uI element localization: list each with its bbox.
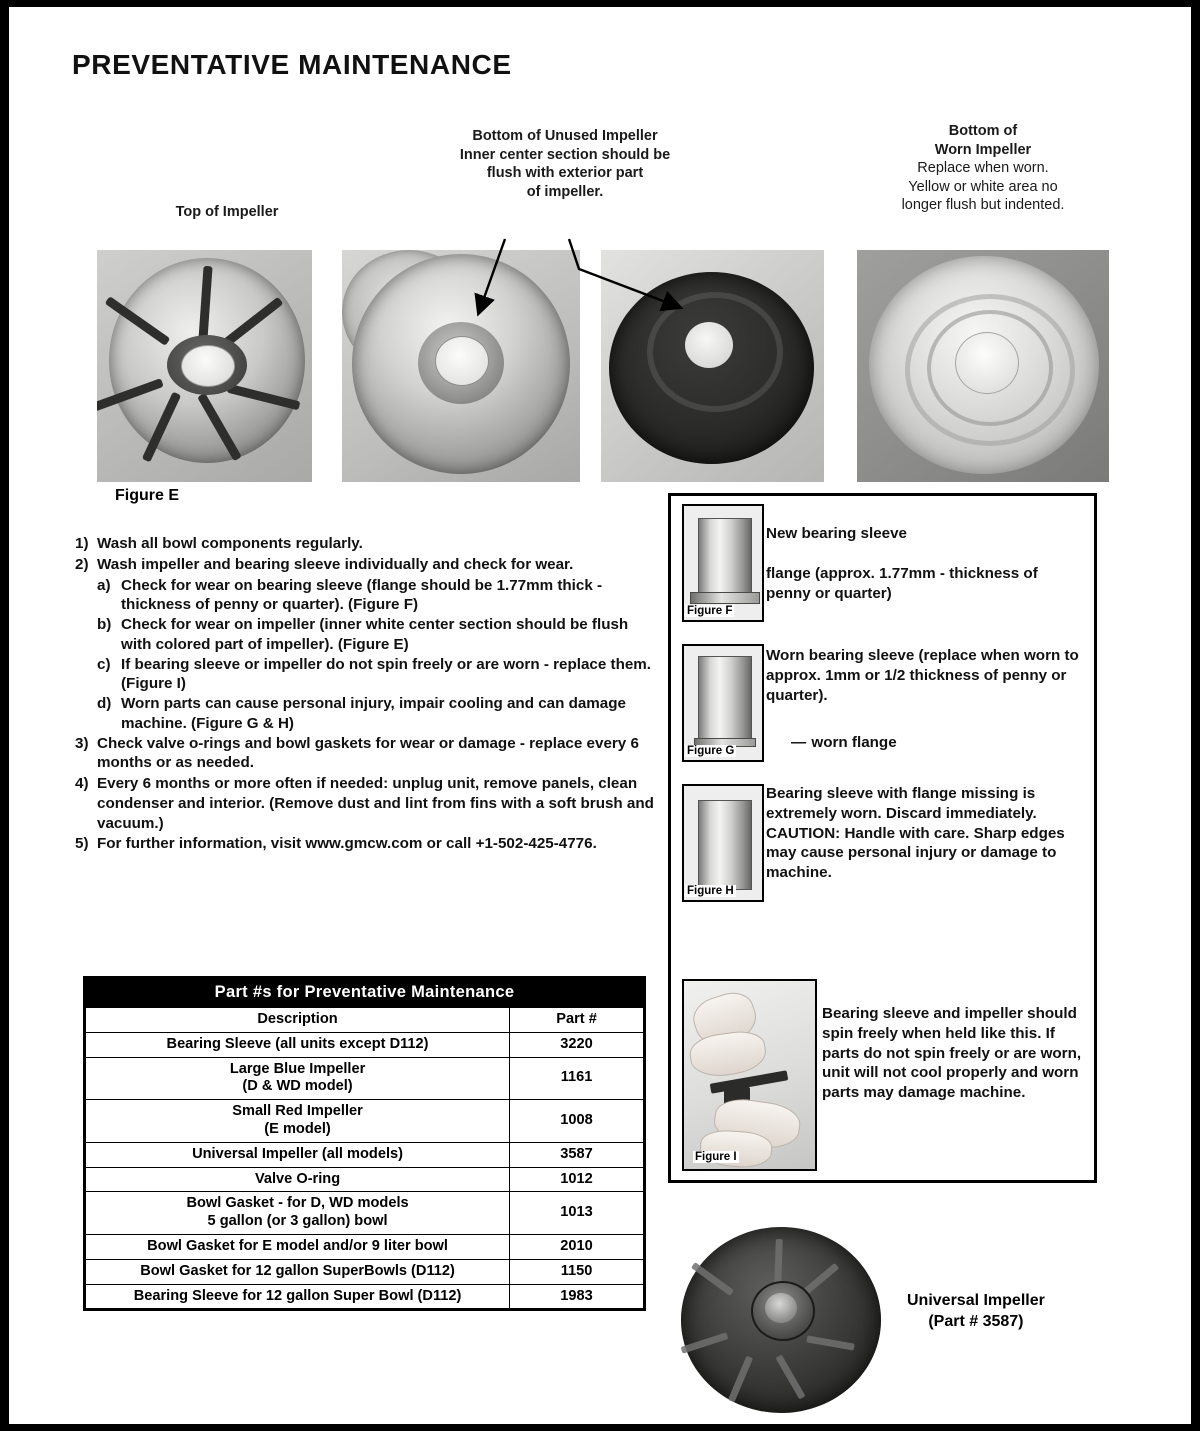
figure-i-label: Figure I: [695, 1151, 737, 1163]
list-item: [75, 534, 655, 554]
cell-line: Bowl Gasket - for D, WD models: [186, 1195, 409, 1212]
page-title: PREVENTATIVE MAINTENANCE: [72, 49, 512, 80]
parts-table: [83, 976, 646, 1311]
list-text: Wash impeller and bearing sleeve individually and check for wear.: [97, 555, 574, 573]
list-item: [97, 576, 655, 616]
note-title: New bearing sleeve: [766, 525, 907, 542]
list-item: [97, 655, 655, 695]
caption-line: Bottom of Unused Impeller: [472, 128, 658, 144]
caption-line: Universal Impeller: [907, 1292, 1045, 1309]
impeller-bore: [685, 322, 733, 368]
list-marker: 4): [75, 775, 89, 792]
photo-top-of-impeller: [97, 250, 312, 482]
list-marker: b): [97, 616, 112, 633]
list-marker: a): [97, 576, 111, 594]
caption-line: Worn Impeller: [934, 141, 1032, 158]
table-row: [86, 1234, 644, 1259]
bearing-sleeve-body: [698, 800, 752, 890]
cell-description: Bearing Sleeve (all units except D112): [86, 1032, 510, 1057]
list-item: [75, 555, 655, 575]
table-row: [86, 1167, 644, 1192]
caption-top-of-impeller: Top of Impeller: [175, 204, 279, 220]
caption-line: longer flush but indented.: [901, 197, 1065, 214]
list-text: For further information, visit www.gmcw.com or call +1-502-425-4776.: [97, 835, 597, 853]
list-marker: 3): [75, 734, 89, 752]
instructions-list: [75, 534, 655, 855]
table-row: [86, 1100, 644, 1143]
note-flange: flange (approx. 1.77mm - thickness of penny or quarter): [766, 564, 1038, 602]
list-item: [75, 734, 655, 774]
figure-e-label: Figure E: [115, 487, 180, 504]
column-header-part: Part #: [510, 1008, 644, 1033]
list-item: [75, 774, 655, 833]
spin-test-note: Bearing sleeve and impeller should spin freely when held like this. If parts do not spin freely or are worn, unit will not cool properly and worn parts may damage machine.: [822, 1005, 1082, 1101]
cell-description: [86, 1100, 510, 1143]
caption-line: flush with exterior part: [486, 165, 644, 182]
cell-part: 1012: [510, 1167, 644, 1192]
photo-bottom-unused-impeller: [342, 250, 580, 482]
new-bearing-sleeve-note: [766, 524, 1084, 603]
list-text: Every 6 months or more often if needed: unplug unit, remove panels, clean condenser and interior. (Remove dust and lint from fins with a soft brush and vacuum.): [97, 775, 654, 832]
parts-table-grid: [85, 1007, 644, 1309]
figure-i-photo: [684, 981, 815, 1169]
table-row: [86, 1192, 644, 1235]
caption-line: Inner center section should be: [459, 146, 671, 163]
worn-flange-label: — worn flange: [791, 734, 897, 751]
cell-line: 5 gallon (or 3 gallon) bowl: [207, 1213, 388, 1230]
page-content: [9, 7, 1191, 1424]
caption-bottom-worn-impeller: [857, 122, 1109, 215]
photo-bottom-unused-impeller-dark: [601, 250, 824, 482]
cell-line: Small Red Impeller: [232, 1103, 363, 1120]
caption-line: Replace when worn.: [917, 160, 1049, 177]
table-row: [86, 1259, 644, 1284]
bearing-sleeve-body: [698, 656, 752, 742]
cell-line: (D & WD model): [242, 1078, 353, 1095]
cell-description: Bowl Gasket for E model and/or 9 liter bowl: [86, 1234, 510, 1259]
caption-bottom-unused-impeller: [405, 127, 725, 201]
impeller-bore: [181, 345, 235, 387]
list-text: Check for wear on impeller (inner white center section should be flush with colored part of impeller). (Figure E): [121, 616, 629, 653]
caution-text: CAUTION: Handle with care. Sharp edges may cause personal injury or damage to machine.: [766, 824, 1065, 881]
cell-part: 1161: [510, 1057, 644, 1100]
impeller-bore: [955, 332, 1019, 394]
missing-flange-note: [766, 784, 1086, 883]
list-text: Check for wear on bearing sleeve (flange should be 1.77mm thick - thickness of penny or quarter). (Figure F): [121, 576, 603, 614]
list-text: If bearing sleeve or impeller do not spin freely or are worn - replace them. (Figure I): [121, 655, 652, 693]
table-row: [86, 1032, 644, 1057]
cell-part: 2010: [510, 1234, 644, 1259]
worn-flange-text: worn flange: [811, 734, 897, 751]
list-text: Check valve o-rings and bowl gaskets for wear or damage - replace every 6 months or as needed.: [97, 734, 639, 772]
table-title: Part #s for Preventative Maintenance: [85, 978, 644, 1007]
cell-part: 3587: [510, 1142, 644, 1167]
table-row: [86, 1284, 644, 1309]
list-marker: 1): [75, 535, 89, 552]
cell-part: 3220: [510, 1032, 644, 1057]
table-row: [86, 1142, 644, 1167]
list-marker: c): [97, 655, 111, 673]
cell-description: Bowl Gasket for 12 gallon SuperBowls (D112): [86, 1259, 510, 1284]
photo-universal-impeller: [675, 1223, 890, 1417]
cell-description: Bearing Sleeve for 12 gallon Super Bowl (D112): [86, 1284, 510, 1309]
caption-line: Bottom of: [948, 123, 1018, 139]
cell-part: 1150: [510, 1259, 644, 1284]
figure-g-label: Figure G: [687, 745, 735, 757]
figure-h-label: Figure H: [687, 885, 734, 897]
bearing-sleeve-body: [698, 518, 752, 596]
list-item: [75, 834, 655, 854]
list-marker: d): [97, 695, 112, 712]
column-header-description: Description: [86, 1008, 510, 1033]
cell-line: (E model): [264, 1120, 331, 1137]
table-row: [86, 1057, 644, 1100]
caption-line: of impeller.: [526, 183, 604, 200]
list-item: [97, 615, 655, 655]
cell-line: Large Blue Impeller: [229, 1060, 366, 1077]
cell-part: 1013: [510, 1192, 644, 1235]
caption-line: (Part # 3587): [928, 1312, 1024, 1330]
table-header-row: [86, 1008, 644, 1033]
cell-part: 1983: [510, 1284, 644, 1309]
list-marker: 2): [75, 555, 89, 573]
cell-description: Universal Impeller (all models): [86, 1142, 510, 1167]
cell-description: Valve O-ring: [86, 1167, 510, 1192]
figure-f-label: Figure F: [687, 605, 733, 617]
list-text: Wash all bowl components regularly.: [97, 535, 363, 552]
note-text: Bearing sleeve with flange missing is extremely worn. Discard immediately.: [766, 785, 1037, 822]
cell-part: 1008: [510, 1100, 644, 1143]
impeller-bore: [765, 1293, 797, 1323]
list-item: [97, 694, 655, 734]
photo-worn-impeller: [857, 250, 1109, 482]
worn-bearing-sleeve-note: Worn bearing sleeve (replace when worn to approx. 1mm or 1/2 thickness of penny or quarter).: [766, 647, 1079, 704]
list-marker: 5): [75, 835, 89, 853]
cell-description: [86, 1192, 510, 1235]
caption-line: Yellow or white area no: [908, 178, 1058, 195]
list-text: Worn parts can cause personal injury, impair cooling and can damage machine. (Figure G & H): [121, 695, 626, 732]
bearing-sleeve-flange: [690, 592, 760, 604]
universal-impeller-caption: [907, 1291, 1045, 1333]
cell-description: [86, 1057, 510, 1100]
impeller-bore: [435, 336, 489, 386]
